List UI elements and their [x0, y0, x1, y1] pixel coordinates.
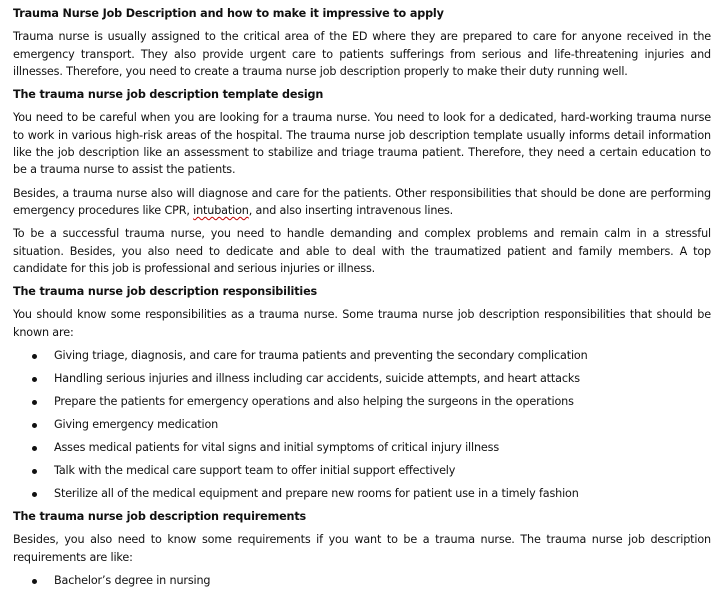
responsibilities-intro: You should know some responsibilities as a trauma nurse. Some trauma nurse job description responsibilities that should be known are: — [13, 308, 711, 339]
bullet-icon — [32, 377, 37, 382]
list-item-text: Handling serious injuries and illness including car accidents, suicide attempts, and heart attacks — [54, 372, 580, 386]
intro-paragraph: Trauma nurse is usually assigned to the critical area of the ED where they are prepared to care for anyone received in the emergency transport. They also provide urgent care to patients sufferings from serious and life-threatening injuries and illnesses. Therefore, you need to create a trauma nurse job description properly to make their duty running well. — [13, 30, 711, 78]
bullet-icon — [32, 400, 37, 405]
template-paragraph-1: You need to be careful when you are looking for a trauma nurse. You need to look for a dedicated, hard-working trauma nurse to work in various high-risk areas of the hospital. The trauma nurse job description template usually informs detail information like the job description like an assessment to stabilize and triage trauma patient. Therefore, they need a certain education to be a trauma nurse to assist the patients. — [13, 111, 711, 177]
requirements-intro: Besides, you also need to know some requirements if you want to be a trauma nurse. The trauma nurse job description requirements are like: — [13, 533, 711, 564]
list-item — [13, 347, 711, 370]
list-item — [13, 439, 711, 462]
bullet-icon — [32, 354, 37, 359]
template-paragraph-3: To be a successful trauma nurse, you need to handle demanding and complex problems and remain calm in a stressful situation. Besides, you also need to dedicate and able to deal with the traumatized patient and family members. A top candidate for this job is professional and serious injuries or illness. — [13, 227, 711, 275]
list-item-text: Giving emergency medication — [54, 418, 219, 432]
bullet-icon — [32, 446, 37, 451]
list-item-text: Prepare the patients for emergency operations and also helping the surgeons in the operations — [54, 395, 574, 409]
list-item-text: Sterilize all of the medical equipment and prepare new rooms for patient use in a timely fashion — [54, 487, 579, 501]
list-item — [13, 416, 711, 439]
responsibilities-heading: The trauma nurse job description responsibilities — [13, 285, 318, 299]
list-item — [13, 462, 711, 485]
responsibilities-list — [13, 347, 711, 508]
list-item-text: Asses medical patients for vital signs and initial symptoms of critical injury illness — [54, 441, 500, 455]
list-item — [13, 393, 711, 416]
spellcheck-flagged-word[interactable]: intubation — [193, 203, 249, 217]
requirements-heading: The trauma nurse job description requirements — [13, 510, 307, 524]
bullet-icon — [32, 469, 37, 474]
template-paragraph-2-start: Besides, a trauma nurse also will diagnose and care for the patients. Other responsibilities that should be done are performing emergency procedures like CPR, — [13, 186, 711, 217]
bullet-icon — [32, 492, 37, 497]
template-paragraph-2-end: , and also inserting intravenous lines. — [248, 203, 454, 217]
template-heading: The trauma nurse job description template design — [13, 88, 324, 102]
document-title: Trauma Nurse Job Description and how to make it impressive to apply — [13, 7, 444, 20]
bullet-icon — [32, 579, 37, 584]
list-item-text: Bachelor’s degree in nursing — [54, 573, 211, 587]
list-item-text: Talk with the medical care support team to offer initial support effectively — [54, 464, 456, 478]
template-paragraph-2 — [13, 185, 711, 220]
requirements-list — [13, 572, 711, 595]
bullet-icon — [32, 423, 37, 428]
list-item-text: Giving triage, diagnosis, and care for trauma patients and preventing the secondary complication — [54, 349, 588, 363]
list-item — [13, 485, 711, 508]
list-item — [13, 370, 711, 393]
list-item — [13, 572, 711, 595]
